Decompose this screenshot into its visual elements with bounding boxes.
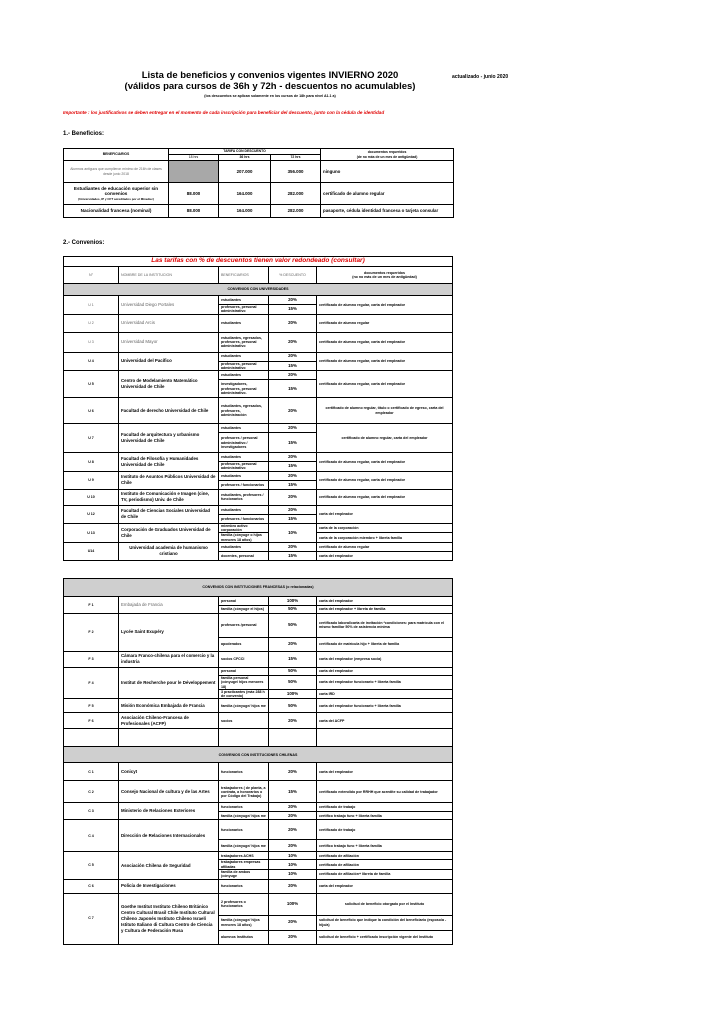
beneficiary: familia (cónyuge o hijos menores 18 años) [219, 533, 269, 543]
required-documents: certificado de alumno regular, carta del empleador [317, 489, 453, 505]
institution-name: Asociación Chilena de Seguridad [119, 852, 219, 879]
table-row: Estudiantes de educación superior sin convenios (Universidades, IP y CFT acreditados por el Mineduc) 88.000 164.000 282.000 certificado de alumno regular [64, 183, 454, 205]
table-row [64, 763, 453, 781]
header-36h: 36 hrs [219, 155, 271, 161]
discount-percent: 20% [269, 505, 317, 514]
discount-percent: 20% [269, 296, 317, 305]
empty-cell [269, 729, 317, 747]
beneficiary: personal [219, 667, 269, 675]
required-documents: certificado de matrícula hijo + libreta de familia [317, 637, 453, 651]
beneficiary: estudiantes [219, 371, 269, 380]
beneficiary: funcionarios [219, 820, 269, 840]
discount-percent: 15% [269, 361, 317, 371]
discount-percent: 20% [269, 332, 317, 352]
discount-percent: 15% [269, 480, 317, 489]
required-documents: solicitud de beneficio + certificado inscripción vigente del Instituto [317, 930, 453, 944]
beneficiary: socios [219, 713, 269, 729]
spacer [64, 560, 453, 578]
institution-name: Instituto de Comunicación e Imagen (cine, TV, periodismo) Univ. de Chile [119, 489, 219, 505]
table-row [64, 471, 453, 480]
table-row [64, 284, 453, 296]
discount-percent: 20% [269, 371, 317, 380]
beneficiary: trabajadores ( de planta, a contrata, a honorarios o por Código del Trabajo) [219, 781, 269, 803]
beneficiary: estudiantes [219, 352, 269, 361]
required-documents: certificado de afiliación [317, 860, 453, 870]
institution-number: C 5 [64, 852, 119, 879]
beneficiary: familia de ambos (cónyuge [219, 870, 269, 880]
required-documents: certificado de trabajo [317, 803, 453, 812]
discount-percent: 15% [269, 380, 317, 398]
required-documents: certificado de alumno regular, carta del empleador [317, 453, 453, 472]
beneficiary: personal [219, 596, 269, 605]
institution-name: Ministerio de Relaciones Exteriores [119, 803, 219, 820]
beneficiary: profesores / personal administrativo / investigadores [219, 433, 269, 453]
beneficiary: estudiantes [219, 453, 269, 462]
beneficiary: investigadores, profesores, personal administrativo. [219, 380, 269, 398]
header-num: N° [64, 267, 119, 284]
institution-number: C 2 [64, 781, 119, 803]
table-row [64, 424, 453, 433]
institution-number: C 7 [64, 893, 119, 944]
required-documents: certificado de trabajo [317, 820, 453, 840]
header-tarifa: TARIFA CON DESCUENTO [169, 149, 321, 155]
beneficiary: estudiantes, profesores / funcionarios [219, 489, 269, 505]
section-benefits-title: 1.- Beneficios: [63, 131, 105, 137]
page-title: Lista de beneficios y convenios vigentes INVIERNO 2020 [141, 70, 399, 81]
discount-percent: 20% [269, 763, 317, 781]
institution-number: U 7 [64, 424, 119, 453]
important-notice: Importante : los justificativos se deben entregar en el momento de cada inscripción para beneficiar del descuento, junto con la cédula de identidad [63, 110, 385, 115]
discount-percent: 20% [269, 453, 317, 462]
institution-number: U 1 [64, 296, 119, 315]
institution-number: U 5 [64, 371, 119, 398]
discount-percent: 20% [269, 489, 317, 505]
beneficiary: profesores, personal administrativo [219, 361, 269, 371]
beneficiary: profesores, personal administrativo [219, 462, 269, 472]
institution-name: Lycée Saint Exupéry [119, 613, 219, 651]
table-row [64, 398, 453, 424]
section-convenios-title: 2.- Convenios: [63, 240, 105, 246]
discount-percent: 15% [269, 514, 317, 523]
beneficiary: familia (cónyuge/ hijos me [219, 840, 269, 852]
updated-date: actualizado - junio 2020 [452, 74, 509, 80]
discount-percent: 20% [269, 637, 317, 651]
table-row [64, 560, 453, 578]
institution-number: C 3 [64, 803, 119, 820]
table-row [64, 489, 453, 505]
beneficiary: docentes, personal [219, 551, 269, 560]
discount-percent: 20% [269, 542, 317, 551]
header-beneficiarios: BENEFICIARIOS [64, 149, 169, 161]
required-documents: certifico trabajo func + libreta familia [317, 812, 453, 820]
institution-number: C 6 [64, 879, 119, 893]
table-row [64, 371, 453, 380]
required-documents: certificado de alumno regular, carta del empleador [317, 424, 453, 453]
required-documents: carta del empleador [317, 667, 453, 675]
discount-percent: 20% [269, 812, 317, 820]
institution-name: Universidad del Pacífico [119, 352, 219, 371]
discount-percent: 20% [269, 879, 317, 893]
header-docs: documentos requeridos (de no más de un mes de antigüedad) [321, 149, 454, 161]
required-documents: certificado laboral/carta de invitación *condiciones: para matrícula con el mismo familiar 50% de asistencia mínima [317, 613, 453, 637]
institution-number: F 3 [64, 651, 119, 667]
discount-percent: 100% [269, 689, 317, 699]
beneficiary: alumnos Institutos [219, 930, 269, 944]
discount-percent: 15% [269, 305, 317, 315]
institution-name: Corporación de Graduados Universidad de Chile [119, 523, 219, 542]
beneficiary: estudiantes [219, 505, 269, 514]
discount-percent: 20% [269, 713, 317, 729]
table-row [64, 713, 453, 729]
beneficiary: familia (cónyuge/ hijos menores 18 años) [219, 915, 269, 930]
beneficiary: profesores, personal administrativo [219, 305, 269, 315]
group-title: CONVENIOS CON UNIVERSIDADES [64, 284, 453, 296]
institution-number: U 10 [64, 489, 119, 505]
empty-cell [169, 161, 219, 183]
rounded-values-banner: Las tarifas con % de descuentos tienen valor redondeado (consultar) [64, 257, 453, 267]
beneficiary: estudiantes, egresados, profesores, administración [219, 398, 269, 424]
required-documents: certificado de alumno regular [317, 314, 453, 332]
required-documents: certificado de alumno regular [317, 542, 453, 551]
institution-name: Universidad Arcis [119, 314, 219, 332]
beneficiary: familia (cónyuge/ hijos me [219, 812, 269, 820]
institution-number: U 12 [64, 505, 119, 523]
discount-percent: 20% [269, 424, 317, 433]
required-documents: certificado de alumno regular, título o certificado de egreso, carta del empleador [317, 398, 453, 424]
beneficiary: estudiantes, egresados, profesores, personal administrativo [219, 332, 269, 352]
discount-percent: 20% [269, 314, 317, 332]
header-pct: % DESCUENTO [269, 267, 317, 284]
institution-number: U 8 [64, 453, 119, 472]
beneficiary: familia (cónyuge/ hijos me [219, 699, 269, 713]
institution-number: U 3 [64, 332, 119, 352]
discount-percent: 20% [269, 398, 317, 424]
beneficiary: funcionarios [219, 803, 269, 812]
required-documents: carta del empleador + libreta de familia [317, 605, 453, 613]
institution-name: Universidad Mayor [119, 332, 219, 352]
beneficiary: profesores /personal [219, 613, 269, 637]
institution-number: U14 [64, 542, 119, 560]
header-18h: 18 hrs [169, 155, 219, 161]
table-row [64, 542, 453, 551]
discount-percent: 50% [269, 667, 317, 675]
required-documents: carta del empleador [317, 596, 453, 605]
beneficiary: estudiantes [219, 424, 269, 433]
institution-name: Policía de Investigaciones [119, 879, 219, 893]
header-benef: BENEFICIARIOS [219, 267, 269, 284]
table-row [64, 651, 453, 667]
institution-number: F 1 [64, 596, 119, 613]
table-row [64, 893, 453, 915]
required-documents: carta de la corporación miembro + libreta familia [317, 533, 453, 543]
beneficiary: estudiantes [219, 296, 269, 305]
institution-number: C 1 [64, 763, 119, 781]
table-row [64, 820, 453, 840]
beneficiary: miembro activo corporación [219, 523, 269, 533]
discount-percent: 100% [269, 596, 317, 605]
institution-number: F 6 [64, 713, 119, 729]
institution-name: Universidad academia de humanismo cristiano [119, 542, 219, 560]
discount-percent: 100% [269, 893, 317, 915]
empty-cell [317, 729, 453, 747]
beneficiary: socios CFCCI [219, 651, 269, 667]
table-row [64, 667, 453, 675]
required-documents: certificado de alumno regular, carta del empleador [317, 352, 453, 371]
institution-name: Facultad de Filosofía y Humanidades Universidad de Chile [119, 453, 219, 472]
institution-name: Institut de Recherche pour le Développement [119, 667, 219, 698]
table-row [64, 267, 453, 284]
institution-name: Cámara Franco-chilena para el comercio y la industria [119, 651, 219, 667]
beneficiary: estudiantes [219, 314, 269, 332]
table-row [64, 879, 453, 893]
beneficiary: familia personal (cónyuge/ hijos menores 18) [219, 675, 269, 689]
header-72h: 72 hrs [271, 155, 321, 161]
beneficiary: familia (cónyuge el hijos) [219, 605, 269, 613]
page-subtitle: (válidos para cursos de 36h y 72h - descuentos no acumulables) [124, 81, 416, 92]
institution-name: Universidad Diego Portales [119, 296, 219, 315]
institution-name: Dirección de Relaciones Internacionales [119, 820, 219, 852]
convenios-table [63, 256, 453, 945]
institution-name: Instituto de Asuntos Públicos Universidad de Chile [119, 471, 219, 489]
header-docs: documentos requeridos (no no más de un mes de antigüedad) [317, 267, 453, 284]
discount-percent: 20% [269, 915, 317, 930]
beneficiary: profesores / funcionarios [219, 480, 269, 489]
beneficiary: funcionarios [219, 879, 269, 893]
required-documents: certificado de alumno regular, carta del empleador [317, 471, 453, 489]
required-documents: certificado extendido por RRHH que acredite su calidad de trabajador [317, 781, 453, 803]
table-row [64, 314, 453, 332]
discount-percent: 20% [269, 471, 317, 480]
discount-percent: 15% [269, 651, 317, 667]
discount-percent: 15% [269, 781, 317, 803]
required-documents: carta del empleador funcionario + libreta familia [317, 699, 453, 713]
table-row [64, 613, 453, 637]
required-documents: carta del empleador funcionario + libreta familia [317, 675, 453, 689]
table-row: Nacionalidad francesa (nominal) 88.000 164.000 282.000 pasaporte, cédula identidad francesa o tarjeta consular [64, 205, 454, 218]
required-documents: certificado de afiliación [317, 852, 453, 860]
required-documents: certificado de alumno regular, carta del empleador [317, 296, 453, 315]
institution-name: Centro de Modelamiento Matemático Universidad de Chile [119, 371, 219, 398]
page-note: (los descuentos se aplican solamente en los cursos de 18h para nivel A1.1 a) [204, 94, 336, 98]
required-documents: carta del empleador (empresa socia) [317, 651, 453, 667]
header-name: NOMBRE DE LA INSTITUCION [119, 267, 219, 284]
empty-cell [119, 729, 219, 747]
required-documents: carta del empleador [317, 551, 453, 560]
required-documents: carta IRD [317, 689, 453, 699]
discount-percent: 20% [269, 803, 317, 812]
discount-percent: 50% [269, 613, 317, 637]
discount-percent: 10% [269, 852, 317, 860]
beneficiary: 2 profesores o funcionarios [219, 893, 269, 915]
discount-percent: 10% [269, 860, 317, 870]
required-documents: certificado de afiliación+ libreta de familia [317, 870, 453, 880]
required-documents: solicitud de beneficio que indique la condición del beneficiario (esposo/a - hijo/a) [317, 915, 453, 930]
required-documents: carta del ACFP [317, 713, 453, 729]
table-row [64, 296, 453, 305]
beneficiary: 3 practicantes (máx 288 h de convenio) [219, 689, 269, 699]
table-row [64, 257, 453, 267]
table-row [64, 523, 453, 533]
table-row [64, 453, 453, 462]
table-row [64, 852, 453, 860]
required-documents: carta del empleador [317, 505, 453, 523]
beneficiary: trabajadores empresas afiliadas [219, 860, 269, 870]
group-title: CONVENIOS CON INSTITUCIONES CHILENAS [64, 747, 453, 763]
table-row [64, 803, 453, 812]
institution-number: U 9 [64, 471, 119, 489]
institution-number: F 4 [64, 667, 119, 698]
table-row [64, 699, 453, 713]
institution-number: F 5 [64, 699, 119, 713]
table-row [64, 596, 453, 605]
institution-name: Embajada de Francia [119, 596, 219, 613]
table-row [64, 332, 453, 352]
discount-percent: 10% [269, 523, 317, 542]
table-row [64, 352, 453, 361]
table-row [64, 578, 453, 596]
beneficiary: apoderados [219, 637, 269, 651]
discount-percent: 15% [269, 551, 317, 560]
discount-percent: 20% [269, 820, 317, 840]
discount-percent: 15% [269, 462, 317, 472]
required-documents: certificado de alumno regular, carta del empleador [317, 371, 453, 398]
institution-number: F 2 [64, 613, 119, 651]
institution-number: U 2 [64, 314, 119, 332]
discount-percent: 50% [269, 605, 317, 613]
beneficiary: trabajadores ACHS [219, 852, 269, 860]
discount-percent: 50% [269, 675, 317, 689]
required-documents: certifico trabajo func + libreta familia [317, 840, 453, 852]
benefits-table [63, 148, 454, 218]
required-documents: solicitud de beneficio otorgado por el Instituto [317, 893, 453, 915]
empty-cell [219, 729, 269, 747]
discount-percent: 15% [269, 433, 317, 453]
institution-name: Facultad de derecho Universidad de Chile [119, 398, 219, 424]
required-documents: certificado de alumno regular, carta del empleador [317, 332, 453, 352]
institution-name: Goethe Institut Instituto Chileno Británico Centro Cultural Brasil Chile Instituto Cultural Chileno Japonés Instituto Chileno Israelí Istituto Italiano di Cultura Centro de Ciencia y Cultura de Federación Rusa [119, 893, 219, 944]
discount-percent: 20% [269, 840, 317, 852]
institution-name: Misión Económica Embajada de Francia [119, 699, 219, 713]
institution-number: U 13 [64, 523, 119, 542]
required-documents: carta del empleador [317, 879, 453, 893]
table-row [64, 781, 453, 803]
discount-percent: 20% [269, 930, 317, 944]
discount-percent: 10% [269, 870, 317, 880]
institution-name: Conicyt [119, 763, 219, 781]
institution-number: C 4 [64, 820, 119, 852]
beneficiary: estudiantes [219, 542, 269, 551]
institution-name: Facultad de Ciencias Sociales Universidad de Chile [119, 505, 219, 523]
institution-name: Consejo Nacional de cultura y de las Artes [119, 781, 219, 803]
institution-name: Facultad de arquitectura y urbanismo Universidad de Chile [119, 424, 219, 453]
discount-percent: 50% [269, 699, 317, 713]
empty-cell [64, 729, 119, 747]
beneficiary: estudiantes [219, 471, 269, 480]
beneficiary: funcionarios [219, 763, 269, 781]
table-row [64, 747, 453, 763]
group-title: CONVENIOS CON INSTITUCIONES FRANCESAS (o relacionadas) [64, 578, 453, 596]
institution-number: U 4 [64, 352, 119, 371]
table-row: Alumnos antiguos que cumplieron mínimo de 216h de clases desde junio 2018 207.000 356.000 ninguno [64, 161, 454, 183]
required-documents: carta de la corporación [317, 523, 453, 533]
institution-name: Asociación Chileno-Francesa de Profesionales (ACFP) [119, 713, 219, 729]
beneficiary: profesores / funcionarios [219, 514, 269, 523]
table-row [64, 505, 453, 514]
institution-number: U 6 [64, 398, 119, 424]
table-row [64, 729, 453, 747]
discount-percent: 20% [269, 352, 317, 361]
required-documents: carta del empleador [317, 763, 453, 781]
